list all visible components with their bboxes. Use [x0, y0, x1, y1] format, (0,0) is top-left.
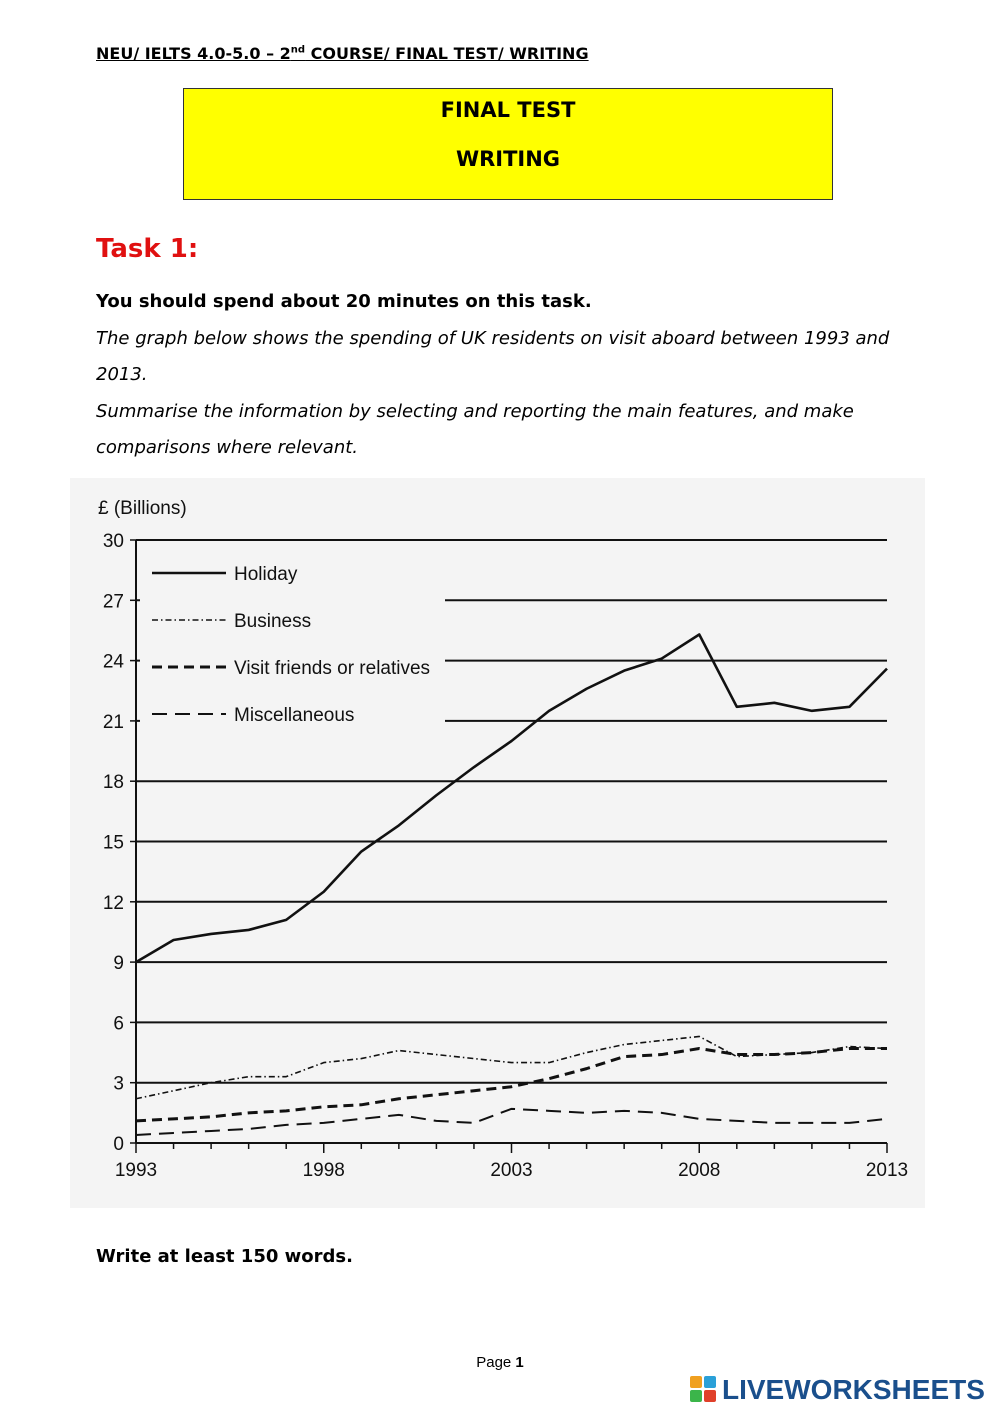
x-tick-label: 1998: [302, 1160, 345, 1181]
y-tick-label: 6: [113, 1013, 124, 1035]
series-line-business: [136, 1036, 887, 1098]
page-label: Page: [476, 1354, 516, 1371]
title-line-writing: WRITING: [455, 147, 561, 171]
line-chart: [70, 478, 925, 1208]
instruction-line-2: comparisons where relevant.: [96, 437, 359, 458]
y-tick-label: 3: [113, 1073, 124, 1095]
y-tick-label: 30: [102, 531, 124, 552]
page-footer: [0, 1354, 1000, 1371]
header-superscript: nd: [290, 44, 306, 56]
y-tick-label: 0: [113, 1134, 124, 1155]
legend-label: Holiday: [234, 564, 298, 585]
legend-label: Miscellaneous: [234, 705, 355, 726]
time-note: You should spend about 20 minutes on this task.: [96, 291, 592, 312]
x-tick-label: 1993: [114, 1160, 158, 1181]
word-count-note: Write at least 150 words.: [96, 1246, 353, 1267]
course-header: [96, 44, 589, 63]
y-tick-label: 12: [102, 892, 124, 914]
brand-logo: [690, 1372, 985, 1408]
page-number: 1: [515, 1354, 524, 1371]
header-text: NEU/ IELTS 4.0-5.0 – 2: [96, 44, 291, 63]
task-instructions: [96, 284, 916, 467]
y-tick-label: 21: [102, 711, 124, 733]
legend-label: Business: [234, 611, 312, 632]
instruction-line-1: Summarise the information by selecting and reporting the main features, and make: [96, 400, 854, 422]
x-tick-label: 2013: [865, 1160, 909, 1181]
y-tick-label: 18: [102, 772, 124, 794]
liveworksheets-logo-icon: [690, 1376, 718, 1404]
prompt-line-1: The graph below shows the spending of UK residents on visit aboard between 1993 and: [96, 327, 890, 349]
y-tick-label: 27: [102, 591, 124, 613]
title-line-final-test: FINAL TEST: [440, 98, 576, 122]
y-axis-label: £ (Billions): [98, 498, 187, 519]
title-box: [183, 88, 833, 200]
series-line-visit-friends-or-relatives: [136, 1049, 887, 1121]
brand-name: LIVEWORKSHEETS: [722, 1374, 985, 1405]
header-text-rest: COURSE/ FINAL TEST/ WRITING: [305, 44, 589, 63]
chart-svg: [70, 478, 925, 1208]
x-tick-label: 2003: [490, 1160, 533, 1181]
task-heading: Task 1:: [96, 234, 199, 264]
x-tick-label: 2008: [678, 1160, 721, 1181]
prompt-line-2: 2013.: [96, 364, 148, 385]
y-tick-label: 9: [113, 953, 124, 975]
y-tick-label: 24: [102, 651, 124, 673]
y-tick-label: 15: [102, 832, 124, 854]
legend-label: Visit friends or relatives: [234, 658, 431, 679]
